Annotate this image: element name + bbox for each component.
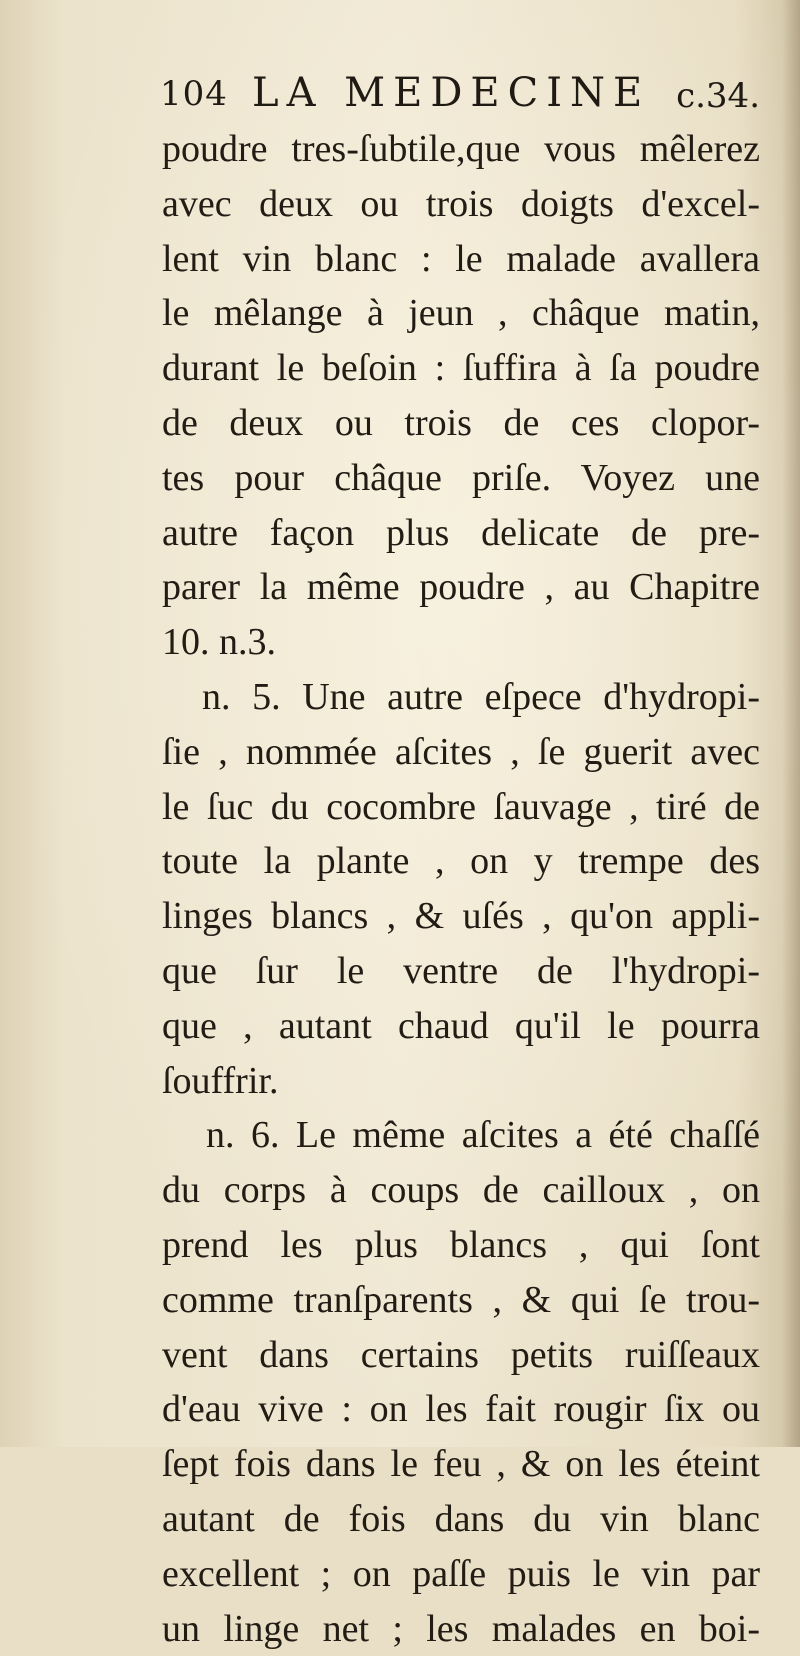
body-text [162,122,760,1656]
text-line: ſie , nommée aſcites , ſe guerit avec [162,730,760,773]
text-line: du corps à coups de cailloux , on [162,1169,760,1212]
text-line: lent vin blanc : le malade avallera [162,237,760,280]
text-line: poudre tres-ſubtile,que vous mêlerez [162,128,760,170]
paragraph [162,670,760,1108]
text-line: n. 6. Le même aſcites a été chaſſé [206,1114,760,1157]
text-line: un linge net ; les malades en boi- [162,1607,760,1650]
text-line: autant de fois dans du vin blanc [162,1497,760,1540]
page-number: 104 [160,74,228,114]
text-line: ſouffrir. [162,1059,279,1102]
text-line: avec deux ou trois doigts d'excel- [162,182,760,225]
text-line: le mêlange à jeun , châque matin, [162,292,760,335]
text-line: tes pour châque priſe. Voyez une [162,456,760,499]
text-line: excellent ; on paſſe puis le vin par [162,1552,760,1595]
text-line: ſept fois dans le feu , & on les éteint [162,1443,760,1486]
text-line: prend les plus blancs , qui ſont [162,1223,760,1266]
text-line: que , autant chaud qu'il le pourra [162,1004,760,1047]
text-line: durant le beſoin : ſuffira à ſa poudre [162,347,760,390]
chapter-reference: c.34. [676,76,760,116]
text-line: parer la même poudre , au Chapitre [162,566,760,609]
running-header [160,70,760,122]
text-line: vent dans certains petits ruiſſeaux [162,1333,760,1376]
text-line: de deux ou trois de ces clopor- [162,401,760,444]
running-title: LA MEDECINE [252,70,651,116]
text-line: autre façon plus delicate de pre- [162,511,760,554]
text-line: le ſuc du cocombre ſauvage , tiré de [162,785,760,828]
text-line: n. 5. Une autre eſpece d'hydropi- [202,675,760,718]
paragraph [162,122,760,670]
text-line: toute la plante , on y trempe des [162,840,760,883]
text-line: linges blancs , & uſés , qu'on appli- [162,895,760,938]
text-line: que ſur le ventre de l'hydropi- [162,949,760,992]
text-line: comme tranſparents , & qui ſe trou- [162,1278,760,1321]
text-line: d'eau vive : on les fait rougir ſix ou [162,1388,760,1431]
page-edge-shadow [782,0,800,1447]
text-line: 10. n.3. [162,621,276,664]
paragraph [162,1108,760,1656]
